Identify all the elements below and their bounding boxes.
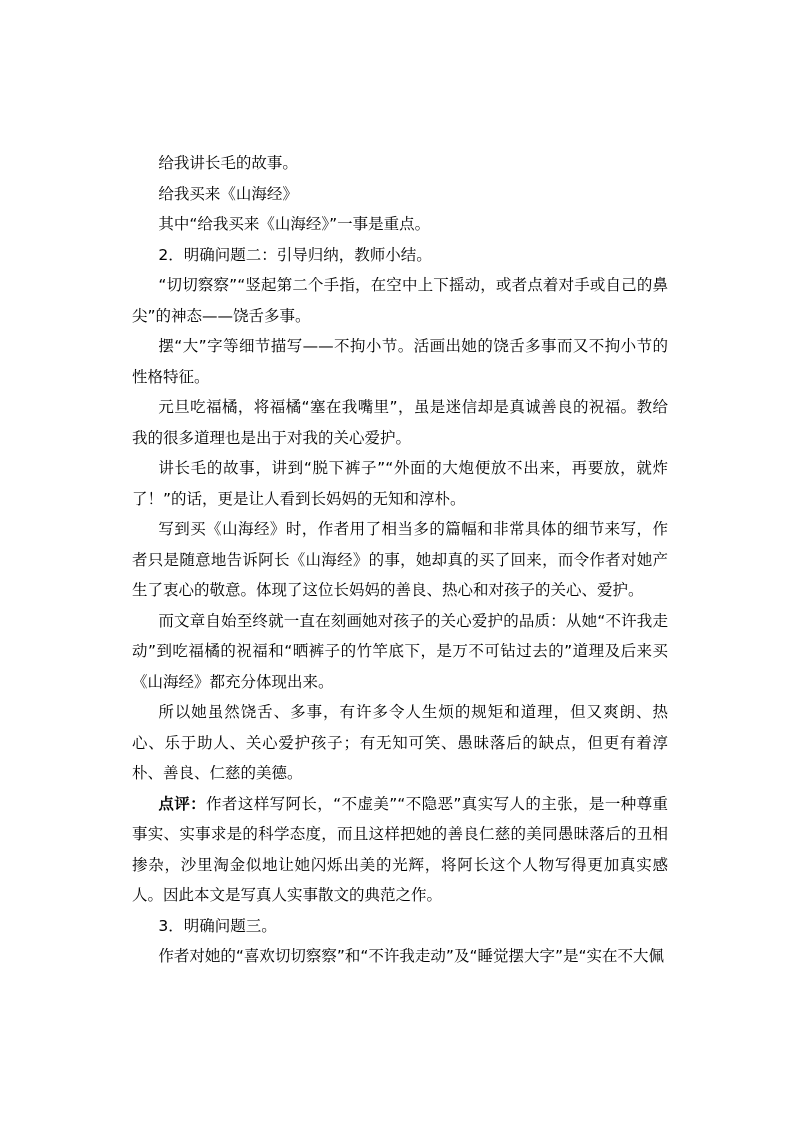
- paragraph-6: 摆“大”字等细节描写——不拘小节。活画出她的饶舌多事而又不拘小节的性格特征。: [132, 337, 668, 386]
- paragraph-13: 3．明确问题三。: [158, 916, 277, 935]
- paragraph-3: 其中“给我买来《山海经》”一事是重点。: [158, 215, 431, 233]
- comment-text: 作者这样写阿长，“不虚美”“不隐恶”真实写人的主张，是一种尊重事实、实事求是的科学态度，而且这样把她的善良仁慈的美同愚昧落后的丑相掺杂，沙里淘金似地让她闪烁出美的光辉，将阿长这个人物写得更加真实感人。因此本文是写真人实事散文的典范之作。: [132, 794, 668, 904]
- document-body: [132, 148, 668, 972]
- paragraph-8: 讲长毛的故事，讲到“脱下裤子”“外面的大炮便放不出来，再要放，就炸了！”的话，更是让人看到长妈妈的无知和淳朴。: [132, 459, 668, 508]
- paragraph-4: 2．明确问题二：引导归纳，教师小结。: [158, 245, 432, 264]
- paragraph-7: 元旦吃福橘，将福橘“塞在我嘴里”，虽是迷信却是真诚善良的祝福。教给我的很多道理也是出于对我的关心爱护。: [132, 398, 668, 447]
- paragraph-1: 给我讲长毛的故事。: [158, 154, 298, 172]
- paragraph-5: “切切察察”“竖起第二个手指，在空中上下摇动，或者点着对手或自己的鼻尖”的神态——饶舌多事。: [132, 276, 668, 325]
- paragraph-12: [132, 789, 668, 911]
- paragraph-9: 写到买《山海经》时，作者用了相当多的篇幅和非常具体的细节来写，作者只是随意地告诉阿长《山海经》的事，她却真的买了回来，而令作者对她产生了衷心的敬意。体现了这位长妈妈的善良、热心和对孩子的关心、爱护。: [132, 520, 668, 599]
- comment-label: 点评：: [158, 794, 207, 813]
- paragraph-2: 给我买来《山海经》: [158, 184, 298, 203]
- paragraph-11: 所以她虽然饶舌、多事，有许多令人生烦的规矩和道理，但又爽朗、热心、乐于助人、关心爱护孩子；有无知可笑、愚昧落后的缺点，但更有着淳朴、善良、仁慈的美德。: [132, 703, 668, 782]
- paragraph-14: 作者对她的“喜欢切切察察”和“不许我走动”及“睡觉摆大字”是“实在不大佩: [158, 947, 665, 965]
- paragraph-10: 而文章自始至终就一直在刻画她对孩子的关心爱护的品质：从她“不许我走动”到吃福橘的祝福和“晒裤子的竹竿底下，是万不可钻过去的”道理及后来买《山海经》都充分体现出来。: [132, 611, 668, 691]
